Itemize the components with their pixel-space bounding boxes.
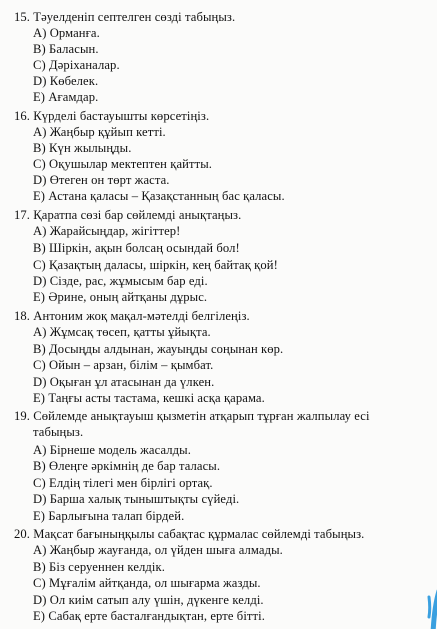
- question-15-option-b: B) Баласын.: [33, 42, 99, 56]
- question-18-option-b: B) Досыңды алдынан, жауыңды соңынан көр.: [33, 342, 284, 356]
- question-15-option-a: A) Орманға.: [33, 26, 100, 40]
- question-18-option-e: E) Таңғы асты тастама, кешкі асқа қарама.: [33, 391, 265, 405]
- question-20-option-e: E) Сабақ ерте басталғандықтан, ерте бітті.: [33, 609, 265, 623]
- question-17-option-c: C) Қазақтың даласы, шіркін, кең байтақ қой!: [33, 258, 278, 272]
- question-19-option-a: A) Бірнеше модель жасалды.: [33, 443, 191, 457]
- question-17-option-a: A) Жарайсыңдар, жігіттер!: [33, 224, 181, 238]
- question-19-option-d: D) Барша халық тыныштықты сүйеді.: [33, 492, 240, 506]
- question-15-option-e: E) Ағамдар.: [33, 90, 99, 104]
- question-20-option-c: C) Мұғалім айтқанда, ол шығарма жазды.: [33, 576, 261, 590]
- question-20-option-a: A) Жаңбыр жауғанда, ол үйден шыға алмады.: [33, 543, 283, 557]
- question-18-option-a: A) Жұмсақ төсеп, қатты ұйықта.: [33, 325, 211, 339]
- question-18-option-c: C) Ойын – арзан, білім – қымбат.: [33, 358, 214, 372]
- question-20-option-d: D) Ол киім сатып алу үшін, дүкенге келді.: [33, 593, 264, 607]
- pen-mark-icon: [423, 589, 437, 629]
- question-17-stem: 17. Қаратпа сөзі бар сөйлемді анықтаңыз.: [14, 208, 242, 222]
- question-18-stem: 18. Антоним жоқ мақал-мәтелді белгілеңіз.: [14, 309, 250, 323]
- question-20-stem: 20. Мақсат бағыныңқылы сабақтас құрмалас сөйлемді табыңыз.: [14, 527, 365, 541]
- question-20-option-b: B) Біз серуеннен келдік.: [33, 560, 165, 574]
- question-17-option-d: D) Сізде, рас, жұмысым бар еді.: [33, 274, 208, 288]
- question-16-option-c: C) Оқушылар мектептен қайтты.: [33, 157, 213, 171]
- question-19-stem: 19. Сөйлемде анықтауыш қызметін атқарып тұрған жалпылау есі: [14, 409, 370, 423]
- question-19-option-b: B) Өлеңге әркімнің де бар таласы.: [33, 459, 221, 473]
- question-18-option-d: D) Оқыған ұл атасынан да үлкен.: [33, 375, 215, 389]
- question-16-option-d: D) Өтеген он төрт жаста.: [33, 173, 170, 187]
- question-17-option-e: E) Әрине, оның айтқаны дұрыс.: [33, 290, 208, 304]
- question-19-option-c: C) Елдің тілегі мен бірлігі ортақ.: [33, 476, 213, 490]
- question-19-stem-continuation: табыңыз.: [33, 425, 84, 439]
- question-16-option-b: B) Күн жылыңды.: [33, 141, 132, 155]
- question-15-stem: 15. Тәуелденіп септелген сөзді табыңыз.: [14, 10, 236, 24]
- question-15-option-c: C) Дәріханалар.: [33, 58, 120, 72]
- question-16-option-a: A) Жаңбыр құйып кетті.: [33, 125, 166, 139]
- question-15-option-d: D) Көбелек.: [33, 74, 99, 88]
- question-17-option-b: B) Шіркін, ақын болсаң осындай бол!: [33, 241, 240, 255]
- question-19-option-e: E) Барлығына талап бірдей.: [33, 509, 185, 523]
- question-16-stem: 16. Күрделі бастауышты көрсетіңіз.: [14, 109, 210, 123]
- question-16-option-e: E) Астана қаласы – Қазақстанның бас қаласы.: [33, 189, 285, 203]
